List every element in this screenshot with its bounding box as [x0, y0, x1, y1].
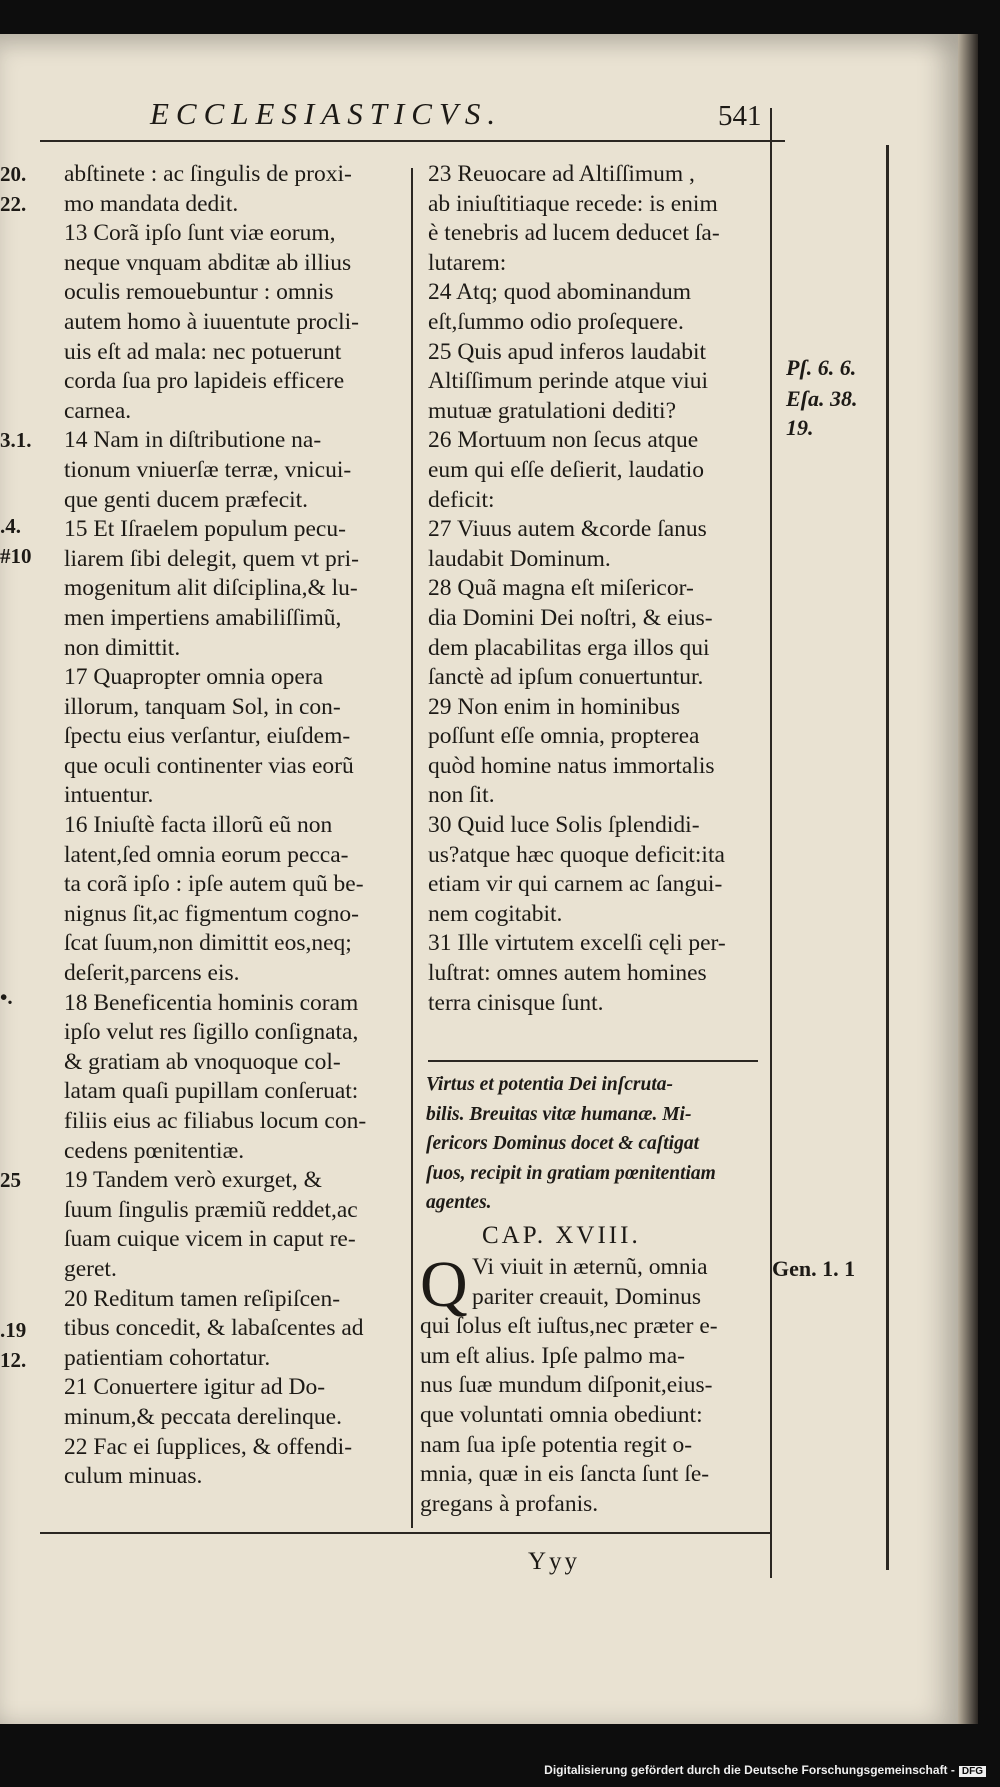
text-line: ſanctè ad ipſum conuertuntur.: [428, 664, 704, 691]
text-line: ſpectu eius verſantur, eiuſdem-: [64, 723, 351, 750]
chapter-title: CAP. XVIII.: [482, 1222, 641, 1249]
text-line: que genti ducem præfecit.: [64, 486, 309, 513]
text-line: & gratiam ab vnoquoque col-: [64, 1048, 341, 1075]
text-line: nus ſuæ mundum diſponit,eius-: [420, 1372, 713, 1399]
text-line: illorum, tanquam Sol, in con-: [64, 693, 341, 720]
text-line: dem placabilitas erga illos qui: [428, 634, 710, 661]
drop-cap-initial: Q: [420, 1248, 468, 1321]
text-line: 13 Corã ipſo ſunt viæ eorum,: [64, 220, 336, 247]
text-line: non ſit.: [428, 782, 495, 809]
text-line: filiis eius ac filiabus locum con-: [64, 1108, 367, 1134]
margin-reference: .19: [0, 1318, 27, 1342]
text-line: qui ſolus eſt iuſtus,nec præter e-: [420, 1313, 718, 1340]
text-line: liarem ſibi delegit, quem vt pri-: [64, 545, 359, 572]
text-line: neque vnquam abditæ ab illius: [64, 249, 352, 276]
digitization-credit: [544, 1763, 986, 1777]
text-line: 15 Et Iſraelem populum pecu-: [64, 516, 346, 543]
text-line: mo mandata dedit.: [64, 190, 239, 217]
text-line: mogenitum alit diſciplina,& lu-: [64, 575, 358, 602]
text-line: oculis remouebuntur : omnis: [64, 279, 334, 306]
text-line: 23 Reuocare ad Altiſſimum ,: [428, 161, 695, 187]
text-line: 20 Reditum tamen reſipiſcen-: [64, 1285, 341, 1312]
text-line: è tenebris ad lucem deducet ſa-: [428, 220, 720, 247]
margin-reference: 12.: [0, 1348, 27, 1372]
dfg-logo: DFG: [959, 1766, 986, 1777]
running-header-title: ECCLESIASTICVS.: [150, 96, 503, 131]
text-line: lutarem:: [428, 249, 507, 276]
column-divider: [411, 168, 413, 1528]
text-line: deſerit,parcens eis.: [64, 960, 240, 987]
summary-line: ſuos, recipit in gratiam pœnitentiam: [426, 1162, 716, 1184]
text-line: corda ſua pro lapideis efficere: [64, 368, 345, 395]
margin-reference: #10: [0, 544, 32, 568]
header-rule: [40, 140, 785, 142]
text-line: eſt,ſummo odio proſequere.: [428, 308, 684, 335]
text-line: nignus ſit,ac figmentum cogno-: [64, 900, 360, 927]
summary-line: ſericors Dominus docet & caſtigat: [426, 1133, 699, 1154]
text-line: deficit:: [428, 486, 495, 513]
text-line: 25 Quis apud inferos laudabit: [428, 338, 707, 365]
text-line: Altiſſimum perinde atque viui: [428, 368, 708, 395]
summary-line: Virtus et potentia Dei inſcruta-: [426, 1074, 674, 1095]
text-line: eum qui eſſe deſierit, laudatio: [428, 456, 705, 483]
text-line: poſſunt eſſe omnia, propterea: [428, 723, 700, 750]
text-line: 21 Conuertere igitur ad Do-: [64, 1374, 326, 1401]
text-line: intuentur.: [64, 782, 154, 809]
text-line: 17 Quapropter omnia opera: [64, 664, 324, 691]
text-line: Vi viuit in æternũ, omnia: [472, 1254, 708, 1280]
margin-reference: Gen. 1. 1: [772, 1256, 856, 1281]
text-line: abſtinete : ac ſingulis de proxi-: [64, 161, 352, 187]
text-line: que oculi continenter vias eorũ: [64, 752, 354, 779]
text-line: non dimittit.: [64, 634, 181, 661]
text-line: luſtrat: omnes autem homines: [428, 960, 707, 987]
text-line: ſuum ſingulis præmiũ reddet,ac: [64, 1196, 358, 1223]
summary-line: agentes.: [426, 1192, 492, 1213]
text-line: uis eſt ad mala: nec potuerunt: [64, 338, 342, 365]
page-edge: [958, 34, 978, 1724]
chapter-summary: [426, 1070, 761, 1218]
text-line: cedens pœnitentiæ.: [64, 1137, 245, 1164]
text-line: laudabit Dominum.: [428, 545, 611, 572]
text-line: nam ſua ipſe potentia regit o-: [420, 1431, 693, 1458]
right-bracket-rule: [886, 145, 889, 1570]
right-text-column: [428, 160, 768, 1018]
right-margin-rule: [770, 108, 772, 1578]
text-line: ipſo velut res ſigillo conſignata,: [64, 1019, 359, 1046]
text-line: 31 Ille virtutem excelſi cęli per-: [428, 930, 726, 957]
text-line: mutuæ gratulationi dediti?: [428, 397, 677, 424]
text-line: 16 Iniuſtè facta illorũ eũ non: [64, 812, 333, 839]
text-line: dia Domini Dei noſtri, & eius-: [428, 604, 713, 631]
chapter-opening-text: [420, 1248, 718, 1519]
text-line: 19 Tandem verò exurget, &: [64, 1167, 322, 1194]
text-line: autem homo à iuuentute procli-: [64, 308, 359, 335]
text-line: quòd homine natus immortalis: [428, 752, 715, 779]
text-line: ſcat ſuum,non dimittit eos,neq;: [64, 930, 352, 957]
credit-text: Digitalisierung gefördert durch die Deutsche Forschungsgemeinschaft -: [544, 1763, 955, 1777]
text-line: 18 Beneficentia hominis coram: [64, 989, 359, 1016]
text-line: geret.: [64, 1255, 117, 1282]
text-line: mnia, quæ in eis ſancta ſunt ſe-: [420, 1461, 710, 1488]
text-line: tionum vniuerſæ terræ, vnicui-: [64, 456, 352, 483]
text-line: tibus concedit, & labaſcentes ad: [64, 1315, 364, 1342]
text-line: 14 Nam in diſtributione na-: [64, 427, 322, 454]
text-line: latent,ſed omnia eorum pecca-: [64, 841, 349, 868]
text-line: 28 Quã magna eſt miſericor-: [428, 575, 694, 602]
text-line: patientiam cohortatur.: [64, 1344, 271, 1371]
text-line: 30 Quid luce Solis ſplendidi-: [428, 812, 700, 839]
footer-rule: [40, 1532, 770, 1534]
margin-reference: Eſa. 38.: [786, 386, 858, 411]
text-line: etiam vir qui carnem ac ſangui-: [428, 871, 723, 898]
text-line: carnea.: [64, 397, 132, 424]
text-line: gregans à profanis.: [420, 1490, 599, 1517]
left-text-column: [64, 160, 404, 1492]
margin-reference: 22.: [0, 192, 27, 216]
text-line: que voluntati omnia obediunt:: [420, 1401, 703, 1428]
margin-reference: 20.: [0, 162, 27, 186]
margin-reference: .4.: [0, 514, 21, 538]
text-line: latam quaſi pupillam conſeruat:: [64, 1078, 359, 1105]
text-line: 27 Viuus autem &corde ſanus: [428, 516, 707, 543]
text-line: 24 Atq; quod abominandum: [428, 279, 692, 306]
margin-reference: 25: [0, 1168, 21, 1192]
summary-top-rule: [428, 1060, 758, 1062]
margin-reference: 19.: [786, 415, 814, 440]
summary-line: bilis. Breuitas vitæ humanæ. Mi-: [426, 1103, 692, 1125]
margin-reference: •.: [0, 985, 13, 1009]
text-line: 26 Mortuum non ſecus atque: [428, 427, 699, 454]
text-line: 29 Non enim in hominibus: [428, 693, 680, 720]
text-line: men impertiens amabiliſſimũ,: [64, 604, 342, 631]
margin-reference: Pſ. 6. 6.: [786, 355, 857, 380]
text-line: ab iniuſtitiaque recede: is enim: [428, 190, 718, 217]
text-line: 22 Fac ei ſupplices, & offendi-: [64, 1433, 353, 1460]
text-line: culum minuas.: [64, 1463, 203, 1490]
text-line: minum,& peccata derelinque.: [64, 1403, 342, 1430]
text-line: us?atque hæc quoque deficit:ita: [428, 841, 725, 868]
text-line: terra cinisque ſunt.: [428, 989, 604, 1016]
text-line: ta corã ipſo : ipſe autem quũ be-: [64, 871, 364, 898]
text-line: um eſt alius. Ipſe palmo ma-: [420, 1342, 685, 1369]
margin-reference: 3.1.: [0, 428, 32, 452]
text-line: ſuam cuique vicem in caput re-: [64, 1226, 356, 1253]
page-number: 541: [718, 100, 762, 132]
signature-mark: Yyy: [528, 1548, 581, 1575]
text-line: pariter creauit, Dominus: [472, 1283, 702, 1310]
text-line: nem cogitabit.: [428, 900, 563, 927]
